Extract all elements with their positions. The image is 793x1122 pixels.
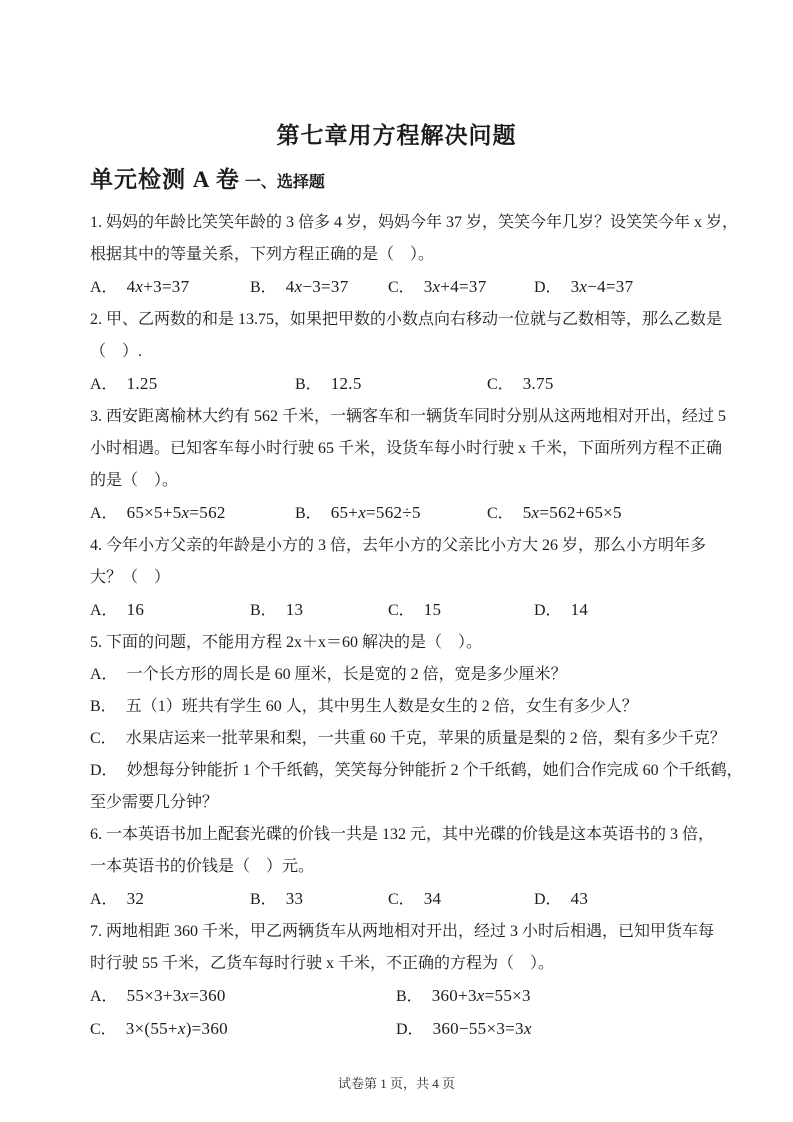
option-value: 32 <box>126 889 145 908</box>
option-c <box>388 271 534 304</box>
option-text: 妙想每分钟能折 1 个千纸鹤，笑笑每分钟能折 2 个千纸鹤，她们合作完成 60 个千纸鹤， <box>126 762 743 779</box>
option-b <box>250 883 388 916</box>
question-1 <box>90 207 739 304</box>
option-formula: 65+x=562÷5 <box>330 503 421 522</box>
question-7 <box>90 916 715 1046</box>
option-label: D． <box>90 762 118 779</box>
option-a <box>90 883 250 916</box>
question-2 <box>90 304 723 401</box>
option-d <box>534 594 703 627</box>
option-formula: 65×5+5x=562 <box>126 503 226 522</box>
option-label: C． <box>90 730 117 747</box>
option-label: A． <box>90 279 118 296</box>
option-formula: 5x=562+65×5 <box>522 503 622 522</box>
option-label: B． <box>250 279 277 296</box>
option-label: C． <box>90 1021 117 1038</box>
option-label: A． <box>90 988 118 1005</box>
option-d <box>90 755 743 787</box>
option-label: D． <box>396 1021 424 1038</box>
option-value: 1.25 <box>126 374 158 393</box>
question-line: 的是（ ）。 <box>90 472 179 489</box>
section-subtitle: 一、选择题 <box>244 174 325 191</box>
option-value: 14 <box>570 600 589 619</box>
page-number-footer: 试卷第 1 页，共 4 页 <box>337 1076 455 1091</box>
option-label: D． <box>534 602 562 619</box>
option-b <box>396 980 703 1013</box>
question-4-options <box>90 594 703 627</box>
question-line: 小时相遇。已知客车每小时行驶 65 千米，设货车每小时行驶 x 千米，下面所列方程不正确 <box>90 440 723 457</box>
option-a <box>90 594 250 627</box>
option-value: 34 <box>423 889 442 908</box>
question-6 <box>90 819 715 916</box>
option-value: 3.75 <box>522 374 554 393</box>
question-line: 根据其中的等量关系，下列方程正确的是（ ）。 <box>90 246 435 263</box>
question-5 <box>90 627 743 819</box>
option-value: 15 <box>423 600 442 619</box>
option-label: B． <box>396 988 423 1005</box>
option-label: B． <box>90 698 117 715</box>
option-a <box>90 980 396 1013</box>
option-c <box>487 497 703 530</box>
question-2-options <box>90 368 703 401</box>
option-c <box>388 594 534 627</box>
option-b <box>250 271 388 304</box>
option-formula: 360+3x=55×3 <box>431 986 531 1005</box>
section-header <box>90 164 793 199</box>
option-a <box>90 368 295 401</box>
question-line: 1. 妈妈的年龄比笑笑年龄的 3 倍多 4 岁，妈妈今年 37 岁，笑笑今年几岁？设笑笑今年 x 岁， <box>90 214 739 231</box>
question-line: 6. 一本英语书加上配套光碟的价钱一共是 132 元，其中光碟的价钱是这本英语书的 3 倍， <box>90 826 715 843</box>
option-text: 五（1）班共有学生 60 人，其中男生人数是女生的 2 倍，女生有多少人？ <box>125 698 638 715</box>
option-value: 13 <box>285 600 304 619</box>
question-1-options <box>90 271 703 304</box>
option-value: 12.5 <box>330 374 362 393</box>
option-label: B． <box>295 376 322 393</box>
option-b <box>250 594 388 627</box>
option-label: D． <box>534 891 562 908</box>
question-3 <box>90 401 727 530</box>
option-d <box>534 883 703 916</box>
question-line: 2. 甲、乙两数的和是 13.75，如果把甲数的小数点向右移动一位就与乙数相等，那么乙数是 <box>90 311 723 328</box>
option-label: A． <box>90 376 118 393</box>
option-c <box>487 368 703 401</box>
option-label: A． <box>90 891 118 908</box>
question-line: 7. 两地相距 360 千米，甲乙两辆货车从两地相对开出，经过 3 小时后相遇，已知甲货车每 <box>90 923 715 940</box>
question-4 <box>90 530 707 627</box>
option-b <box>295 368 487 401</box>
question-line: 5. 下面的问题，不能用方程 2x＋x＝60 解决的是（ ）。 <box>90 634 483 651</box>
option-label: C． <box>487 505 514 522</box>
option-a <box>90 271 250 304</box>
option-formula: 4x+3=37 <box>126 277 190 296</box>
question-line: 时行驶 55 千米，乙货车每时行驶 x 千米，不正确的方程为（ ）。 <box>90 955 555 972</box>
question-line: 大？（ ） <box>90 569 171 586</box>
option-text: 至少需要几分钟？ <box>90 794 219 811</box>
option-label: C． <box>388 602 415 619</box>
section-title: 单元检测 A 卷 <box>90 167 240 192</box>
option-label: A． <box>90 602 118 619</box>
option-label: C． <box>388 279 415 296</box>
question-line: 4. 今年小方父亲的年龄是小方的 3 倍，去年小方的父亲比小方大 26 岁，那么小方明年多 <box>90 537 707 554</box>
option-label: D． <box>534 279 562 296</box>
option-formula: 3x−4=37 <box>570 277 634 296</box>
question-line: 3. 西安距离榆林大约有 562 千米，一辆客车和一辆货车同时分别从这两地相对开出，经过 5 <box>90 408 727 425</box>
option-formula: 360−55×3=3x <box>432 1019 532 1038</box>
option-a <box>90 659 743 691</box>
question-line: 一本英语书的价钱是（ ）元。 <box>90 858 315 875</box>
option-formula: 55×3+3x=360 <box>126 986 226 1005</box>
option-c <box>90 723 743 755</box>
option-value: 16 <box>126 600 145 619</box>
option-d-continued <box>90 787 743 819</box>
option-a <box>90 497 295 530</box>
question-7-options <box>90 980 703 1046</box>
option-b <box>295 497 487 530</box>
option-formula: 3×(55+x)=360 <box>125 1019 228 1038</box>
option-label: C． <box>388 891 415 908</box>
question-6-options <box>90 883 703 916</box>
option-text: 水果店运来一批苹果和梨，一共重 60 千克，苹果的质量是梨的 2 倍，梨有多少千克？ <box>125 730 726 747</box>
option-label: B． <box>250 602 277 619</box>
option-d <box>396 1013 703 1046</box>
option-label: A． <box>90 666 118 683</box>
option-value: 43 <box>570 889 589 908</box>
page-title: 第七章用方程解决问题 <box>276 123 517 148</box>
option-c <box>90 1013 396 1046</box>
option-value: 33 <box>285 889 304 908</box>
question-3-options <box>90 497 703 530</box>
option-d <box>534 271 703 304</box>
option-text: 一个长方形的周长是 60 厘米，长是宽的 2 倍，宽是多少厘米？ <box>126 666 567 683</box>
option-formula: 3x+4=37 <box>423 277 487 296</box>
question-5-options <box>90 659 743 819</box>
questions-area <box>0 199 793 1046</box>
option-label: C． <box>487 376 514 393</box>
option-label: A． <box>90 505 118 522</box>
option-b <box>90 691 743 723</box>
option-c <box>388 883 534 916</box>
option-label: B． <box>250 891 277 908</box>
option-label: B． <box>295 505 322 522</box>
option-formula: 4x−3=37 <box>285 277 349 296</box>
question-line: （ ）. <box>90 343 143 360</box>
